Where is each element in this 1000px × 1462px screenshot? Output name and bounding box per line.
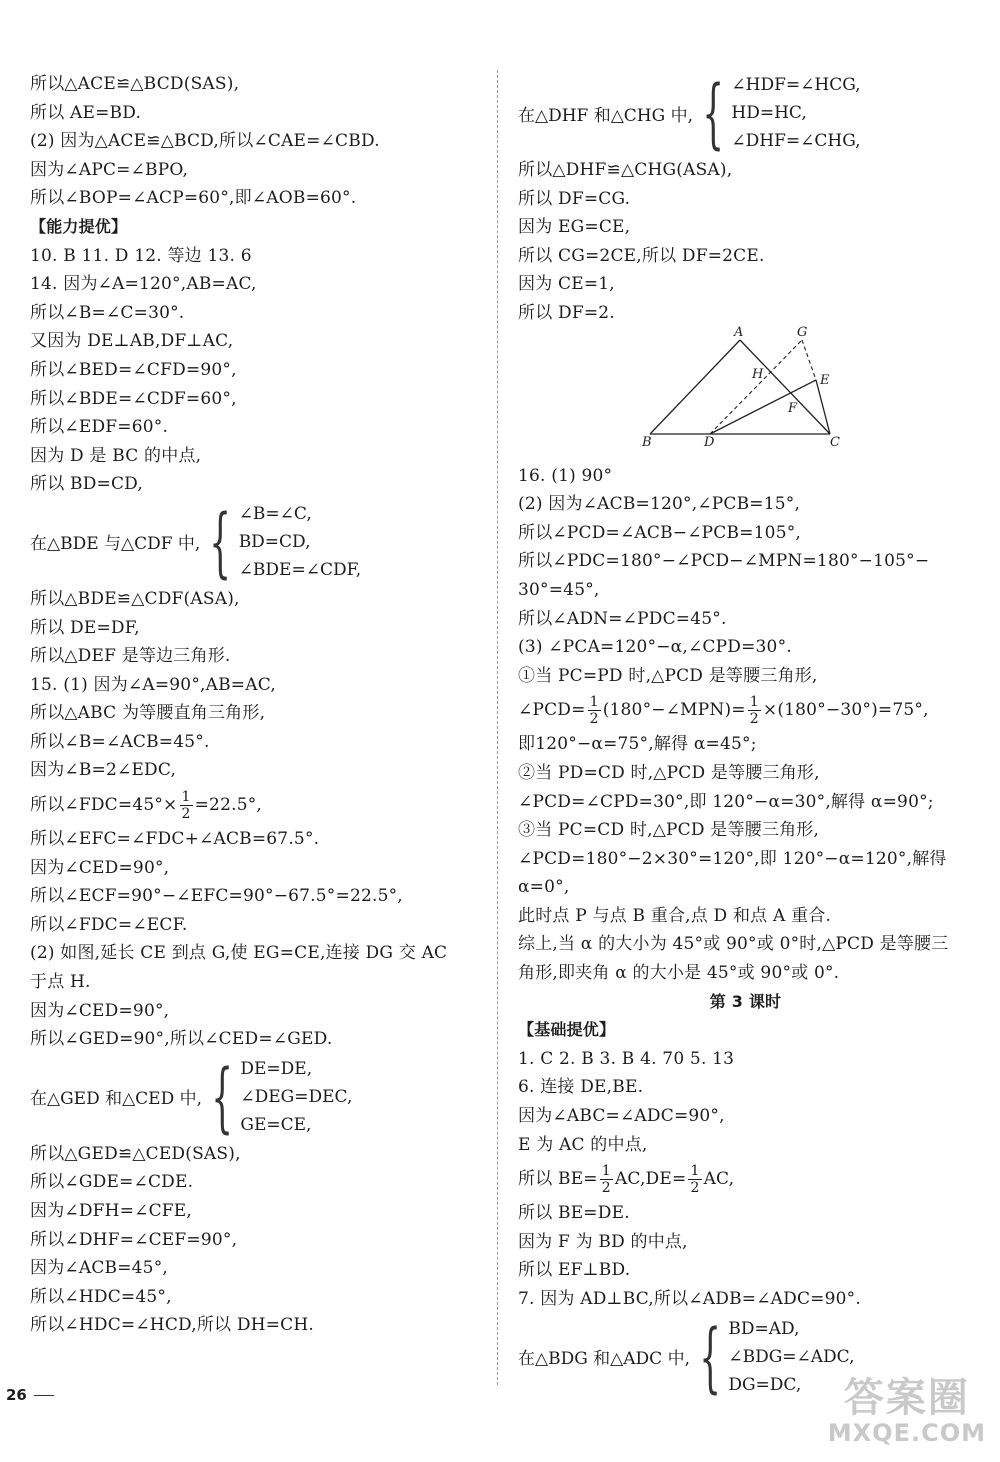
- q6-line: 所以 EF⊥BD.: [518, 1260, 631, 1281]
- text-line: 因为∠APC=∠BPO,: [30, 159, 189, 180]
- q16-line: 此时点 P 与点 B 重合,点 D 和点 A 重合.: [518, 905, 832, 926]
- q14-line: 所以△BDE≌△CDF(ASA),: [30, 588, 240, 609]
- text-segment: =22.5°,: [194, 795, 263, 816]
- text-segment: 所以∠FDC=45°×: [30, 795, 178, 816]
- watermark-top: 答案圈: [843, 1375, 970, 1421]
- column-divider: [497, 70, 498, 1385]
- q15-line: 因为∠ACB=45°,: [30, 1258, 169, 1279]
- condition: ∠HDF=∠HCG,: [731, 75, 861, 95]
- lesson-title: 第 3 课时: [709, 991, 782, 1011]
- numerator: 1: [749, 694, 759, 711]
- q14-line: 又因为 DE⊥AB,DF⊥AC,: [30, 331, 234, 352]
- page-number: 26: [6, 1386, 27, 1404]
- text-segment: AC,DE=: [614, 1169, 687, 1190]
- segment-de: [710, 380, 816, 434]
- answers-1-5: 1. C 2. B 3. B 4. 70 5. 13: [518, 1048, 735, 1069]
- right-column: [518, 70, 973, 1400]
- q16-line: 所以∠PDC=180°−∠PCD−∠MPN=180°−105°−: [518, 551, 930, 572]
- numerator: 1: [181, 789, 191, 806]
- q16-line: 角形,即夹角 α 的大小是 45°或 90°或 0°.: [518, 963, 840, 984]
- q16-line: 综上,当 α 的大小为 45°或 90°或 0°时,△PCD 是等腰三: [518, 934, 949, 955]
- q15-line: 所以∠EFC=∠FDC+∠ACB=67.5°.: [30, 829, 320, 850]
- label-c: C: [830, 435, 840, 450]
- q15-line: (2) 如图,延长 CE 到点 G,使 EG=CE,连接 DG 交 AC: [30, 943, 448, 964]
- geometry-figure: [640, 322, 850, 450]
- fraction: [600, 1163, 613, 1196]
- q15-line: 所以∠DHF=∠CEF=90°,: [30, 1229, 238, 1250]
- label-b: B: [642, 435, 652, 450]
- q16-line: 16. (1) 90°: [518, 465, 613, 486]
- numerator: 1: [601, 1163, 611, 1180]
- condition: ∠DHF=∠CHG,: [731, 131, 861, 151]
- condition: BD=AD,: [728, 1318, 800, 1339]
- condition: ∠B=∠C,: [238, 503, 312, 524]
- text-segment: AC,: [703, 1169, 735, 1190]
- system-conditions: [731, 71, 860, 155]
- q14-line: 所以∠BDE=∠CDF=60°,: [30, 388, 237, 409]
- label-e: E: [820, 373, 830, 388]
- numerator: 1: [690, 1163, 700, 1180]
- q15-line: 于点 H.: [30, 972, 91, 993]
- denominator: 2: [749, 711, 759, 728]
- q15-line: 15. (1) 因为∠A=90°,AB=AC,: [30, 674, 276, 695]
- text-segment: ∠PCD=: [518, 700, 586, 721]
- q15-line: 所以 CG=2CE,所以 DF=2CE.: [518, 245, 765, 266]
- denominator: 2: [589, 711, 599, 728]
- condition: ∠BDG=∠ADC,: [728, 1346, 855, 1367]
- q14-line: 14. 因为∠A=120°,AB=AC,: [30, 274, 257, 295]
- page-number-dash: [34, 1395, 54, 1396]
- q15-line: 所以∠FDC=∠ECF.: [30, 914, 188, 935]
- fraction: [748, 694, 761, 727]
- section-heading-ability: 【能力提优】: [30, 216, 128, 236]
- q14-line: 所以∠B=∠C=30°.: [30, 302, 185, 323]
- text-segment: (180°−∠MPN)=: [602, 700, 746, 721]
- text-line: 所以 AE=BD.: [30, 102, 142, 123]
- q14-line: 因为 D 是 BC 的中点,: [30, 445, 202, 466]
- text-segment: 所以 BE=: [518, 1169, 598, 1190]
- denominator: 2: [181, 806, 191, 823]
- q6-line: 因为 F 为 BD 的中点,: [518, 1231, 688, 1252]
- q15-fraction-line: [30, 785, 485, 825]
- system-conditions: [239, 500, 361, 584]
- watermark-bottom: MXQE.COM: [827, 1419, 986, 1447]
- q15-line: 因为∠DFH=∠CFE,: [30, 1201, 192, 1221]
- system-lead: 在△GED 和△CED 中,: [30, 1089, 203, 1110]
- text-segment: ×(180°−30°)=75°,: [762, 700, 929, 721]
- label-a: A: [734, 325, 744, 340]
- dashed-dg: [710, 340, 802, 434]
- q16-fraction-line: [518, 690, 973, 730]
- equation-system: [518, 70, 973, 156]
- q16-line: ①当 PC=PD 时,△PCD 是等腰三角形,: [518, 665, 818, 686]
- q14-line: 所以△DEF 是等边三角形.: [30, 646, 231, 667]
- q14-line: 所以 DE=DF,: [30, 617, 140, 638]
- q15-line: 所以∠ECF=90°−∠EFC=90°−67.5°=22.5°,: [30, 886, 403, 907]
- text-line: (2) 因为△ACE≌△BCD,所以∠CAE=∠CBD.: [30, 131, 380, 152]
- denominator: 2: [690, 1180, 700, 1197]
- segment-ba: [650, 340, 740, 434]
- label-g: G: [797, 325, 808, 340]
- q16-line: 所以∠ADN=∠PDC=45°.: [518, 608, 727, 629]
- q15-line: 所以△DHF≌△CHG(ASA),: [518, 160, 733, 180]
- q7-line: 7. 因为 AD⊥BC,所以∠ADB=∠ADC=90°.: [518, 1289, 861, 1309]
- condition: ∠BDE=∠CDF,: [238, 559, 362, 580]
- dashed-ge: [802, 340, 816, 380]
- q15-line: 所以∠GDE=∠CDE.: [30, 1172, 194, 1193]
- q15-line: 所以△ABC 为等腰直角三角形,: [30, 703, 266, 724]
- q15-line: 因为∠CED=90°,: [30, 857, 170, 878]
- answers-10-13: 10. B 11. D 12. 等边 13. 6: [30, 245, 252, 266]
- q16-line: (2) 因为∠ACB=120°,∠PCB=15°,: [518, 494, 801, 515]
- text-line: 所以△ACE≌△BCD(SAS),: [30, 74, 240, 94]
- equation-system: [30, 496, 485, 586]
- q16-line: ∠PCD=180°−2×30°=120°,即 120°−α=120°,解得: [518, 848, 947, 869]
- q16-line: α=0°,: [518, 877, 570, 898]
- q15-line: 因为 CE=1,: [518, 274, 615, 295]
- q15-line: 所以 DF=2.: [518, 302, 615, 323]
- label-d: D: [704, 435, 715, 450]
- q16-line: ③当 PC=CD 时,△PCD 是等腰三角形,: [518, 820, 820, 841]
- denominator: 2: [601, 1180, 611, 1197]
- fraction: [588, 694, 601, 727]
- system-lead: 在△DHF 和△CHG 中,: [518, 105, 694, 126]
- label-h: H: [752, 367, 764, 382]
- q16-line: ②当 PD=CD 时,△PCD 是等腰三角形,: [518, 762, 820, 783]
- numerator: 1: [589, 694, 599, 711]
- left-column: [30, 70, 485, 1340]
- q15-line: 因为∠CED=90°,: [30, 1000, 170, 1021]
- text-line: 所以∠BOP=∠ACP=60°,即∠AOB=60°.: [30, 188, 357, 209]
- q16-line: ∠PCD=∠CPD=30°,即 120°−α=30°,解得 α=90°;: [518, 791, 934, 812]
- q14-line: 所以 BD=CD,: [30, 474, 144, 495]
- q15-line: 所以∠HDC=45°,: [30, 1286, 172, 1307]
- q15-line: 因为 EG=CE,: [518, 217, 631, 238]
- equation-system: [30, 1051, 485, 1141]
- condition: ∠DEG=DEC,: [240, 1086, 353, 1107]
- brace-icon: {: [699, 1311, 722, 1401]
- condition: HD=HC,: [731, 103, 807, 123]
- q6-fraction-line: [518, 1159, 973, 1199]
- system-lead: 在△BDE 与△CDF 中,: [30, 534, 201, 555]
- q15-line: 所以∠HDC=∠HCD,所以 DH=CH.: [30, 1315, 314, 1336]
- q15-line: 所以△GED≌△CED(SAS),: [30, 1143, 241, 1164]
- brace-icon: {: [702, 68, 725, 157]
- condition: DE=DE,: [240, 1058, 313, 1079]
- q15-line: 所以 DF=CG.: [518, 188, 631, 209]
- label-f: F: [788, 401, 798, 416]
- condition: GE=CE,: [240, 1114, 312, 1135]
- q14-line: 所以∠BED=∠CFD=90°,: [30, 359, 237, 380]
- q15-line: 所以∠GED=90°,所以∠CED=∠GED.: [30, 1029, 333, 1050]
- section-heading-basic: 【基础提优】: [518, 1020, 616, 1040]
- q16-line: (3) ∠PCA=120°−α,∠CPD=30°.: [518, 637, 792, 658]
- brace-icon: {: [211, 1051, 234, 1141]
- fraction: [688, 1163, 701, 1196]
- q6-line: 6. 连接 DE,BE.: [518, 1077, 644, 1098]
- q16-line: 即120°−α=75°,解得 α=45°;: [518, 734, 757, 755]
- q6-line: E 为 AC 的中点,: [518, 1134, 648, 1155]
- brace-icon: {: [209, 496, 232, 586]
- q15-line: 因为∠B=2∠EDC,: [30, 760, 177, 781]
- system-lead: 在△BDG 和△ADC 中,: [518, 1349, 690, 1370]
- q16-line: 所以∠PCD=∠ACB−∠PCB=105°,: [518, 522, 802, 543]
- q6-line: 所以 BE=DE.: [518, 1203, 630, 1224]
- q16-line: 30°=45°,: [518, 579, 600, 600]
- watermark-logo: [828, 1376, 986, 1446]
- condition: DG=DC,: [728, 1374, 802, 1395]
- q6-line: 因为∠ABC=∠ADC=90°,: [518, 1106, 725, 1127]
- fraction: [180, 789, 193, 822]
- q14-line: 所以∠EDF=60°.: [30, 417, 169, 438]
- q15-line: 所以∠B=∠ACB=45°.: [30, 731, 210, 752]
- segment-ac: [740, 340, 830, 434]
- system-conditions: [240, 1055, 352, 1139]
- condition: BD=CD,: [238, 531, 311, 552]
